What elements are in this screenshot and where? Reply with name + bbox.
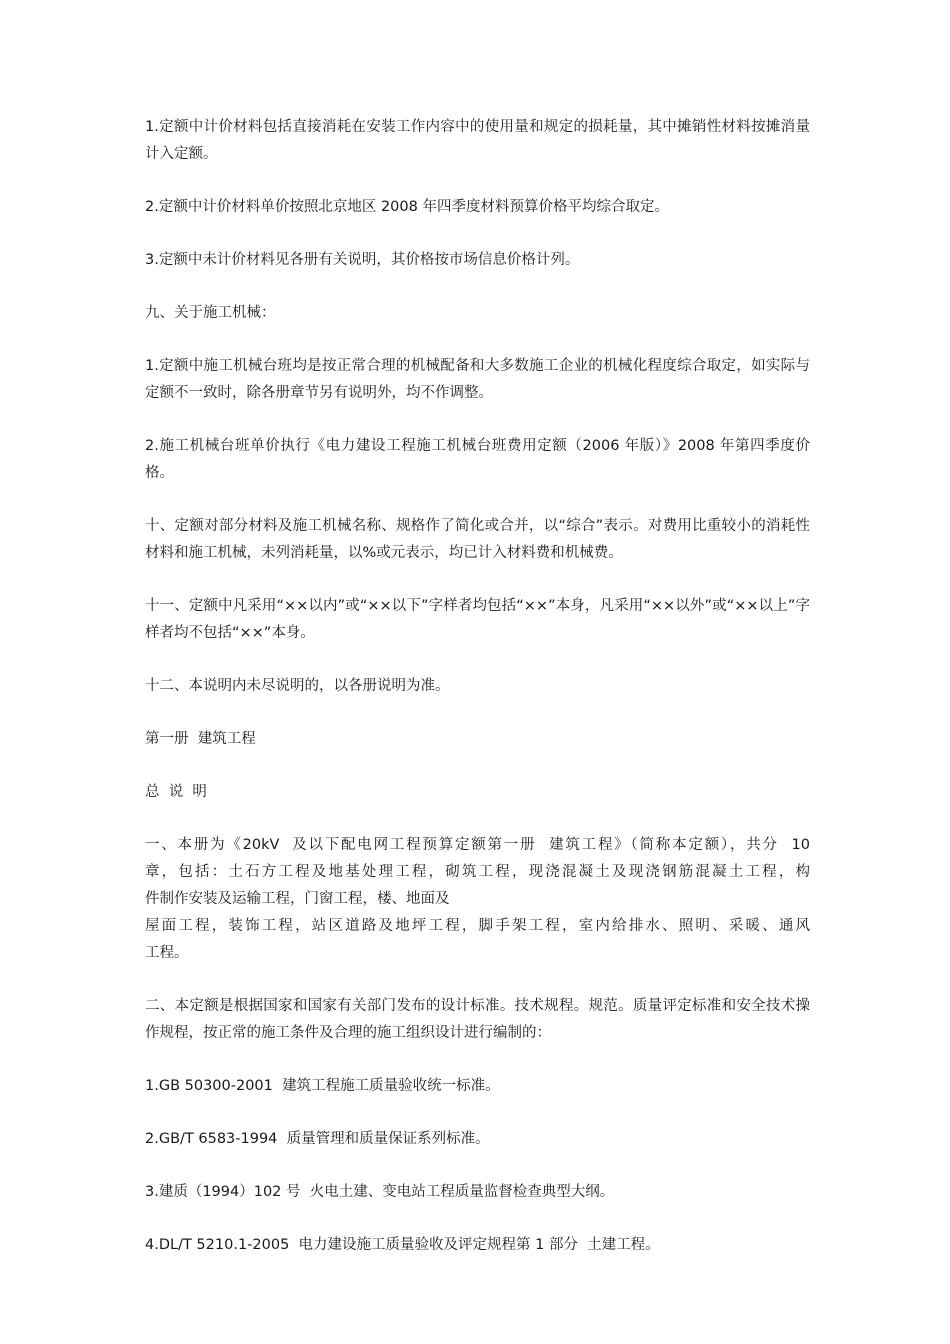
text-line: 一、本册为《20kV 及以下配电网工程预算定额第一册 建筑工程》（简称本定额），共分 10 (145, 837, 810, 853)
paragraph-basis: 二、本定额是根据国家和国家有关部门发布的设计标准。技术规程。规范。质量评定标准和安全技术操作规程，按正常的施工条件及合理的施工组织设计进行编制的： (145, 998, 810, 1041)
paragraph-other-rules: 十二、本说明内未尽说明的，以各册说明为准。 (145, 678, 450, 694)
paragraph-volume-scope (145, 832, 810, 967)
section-heading-machinery: 九、关于施工机械： (145, 305, 276, 321)
paragraph-simplification: 十、定额对部分材料及施工机械名称、规格作了简化或合并，以“综合”表示。对费用比重较小的消耗性材料和施工机械，未列消耗量，以%或元表示，均已计入材料费和机械费。 (145, 518, 810, 561)
paragraph-material-price: 2.定额中计价材料单价按照北京地区 2008 年四季度材料预算价格平均综合取定。 (145, 199, 669, 215)
paragraph-unpriced-material: 3.定额中未计价材料见各册有关说明，其价格按市场信息价格计列。 (145, 252, 580, 268)
text-line: 工程。 (145, 945, 189, 961)
document-page (145, 114, 810, 1285)
standard-item-4: 4.DL/T 5210.1-2005 电力建设施工质量验收及评定规程第 1 部分 土建工程。 (145, 1237, 660, 1253)
paragraph-material-consumption: 1.定额中计价材料包括直接消耗在安装工作内容中的使用量和规定的损耗量，其中摊销性材料按摊消量计入定额。 (145, 119, 810, 162)
standard-item-1: 1.GB 50300-2001 建筑工程施工质量验收统一标准。 (145, 1078, 500, 1094)
standard-item-3: 3.建质（1994）102 号 火电土建、变电站工程质量监督检查典型大纲。 (145, 1184, 615, 1200)
general-description-heading: 总 说 明 (145, 784, 207, 800)
volume-title: 第一册 建筑工程 (145, 731, 256, 747)
standard-item-2: 2.GB/T 6583-1994 质量管理和质量保证系列标准。 (145, 1131, 490, 1147)
text-line: 屋面工程，装饰工程，站区道路及地坪工程，脚手架工程，室内给排水、照明、采暖、通风 (145, 918, 810, 934)
paragraph-machine-price: 2.施工机械台班单价执行《电力建设工程施工机械台班费用定额（2006 年版）》2008 年第四季度价格。 (145, 438, 810, 481)
paragraph-within-outside: 十一、定额中凡采用“××以内”或“××以下”字样者均包括“××”本身，凡采用“××以外”或“××以上”字样者均不包括“××”本身。 (145, 598, 810, 641)
text-line: 件制作安装及运输工程，门窗工程，楼、地面及 (145, 891, 450, 907)
paragraph-machine-shift: 1.定额中施工机械台班均是按正常合理的机械配备和大多数施工企业的机械化程度综合取定，如实际与定额不一致时，除各册章节另有说明外，均不作调整。 (145, 358, 810, 401)
text-line: 章，包括：土石方工程及地基处理工程，砌筑工程，现浇混凝土及现浇钢筋混凝土工程，构 (145, 864, 810, 880)
